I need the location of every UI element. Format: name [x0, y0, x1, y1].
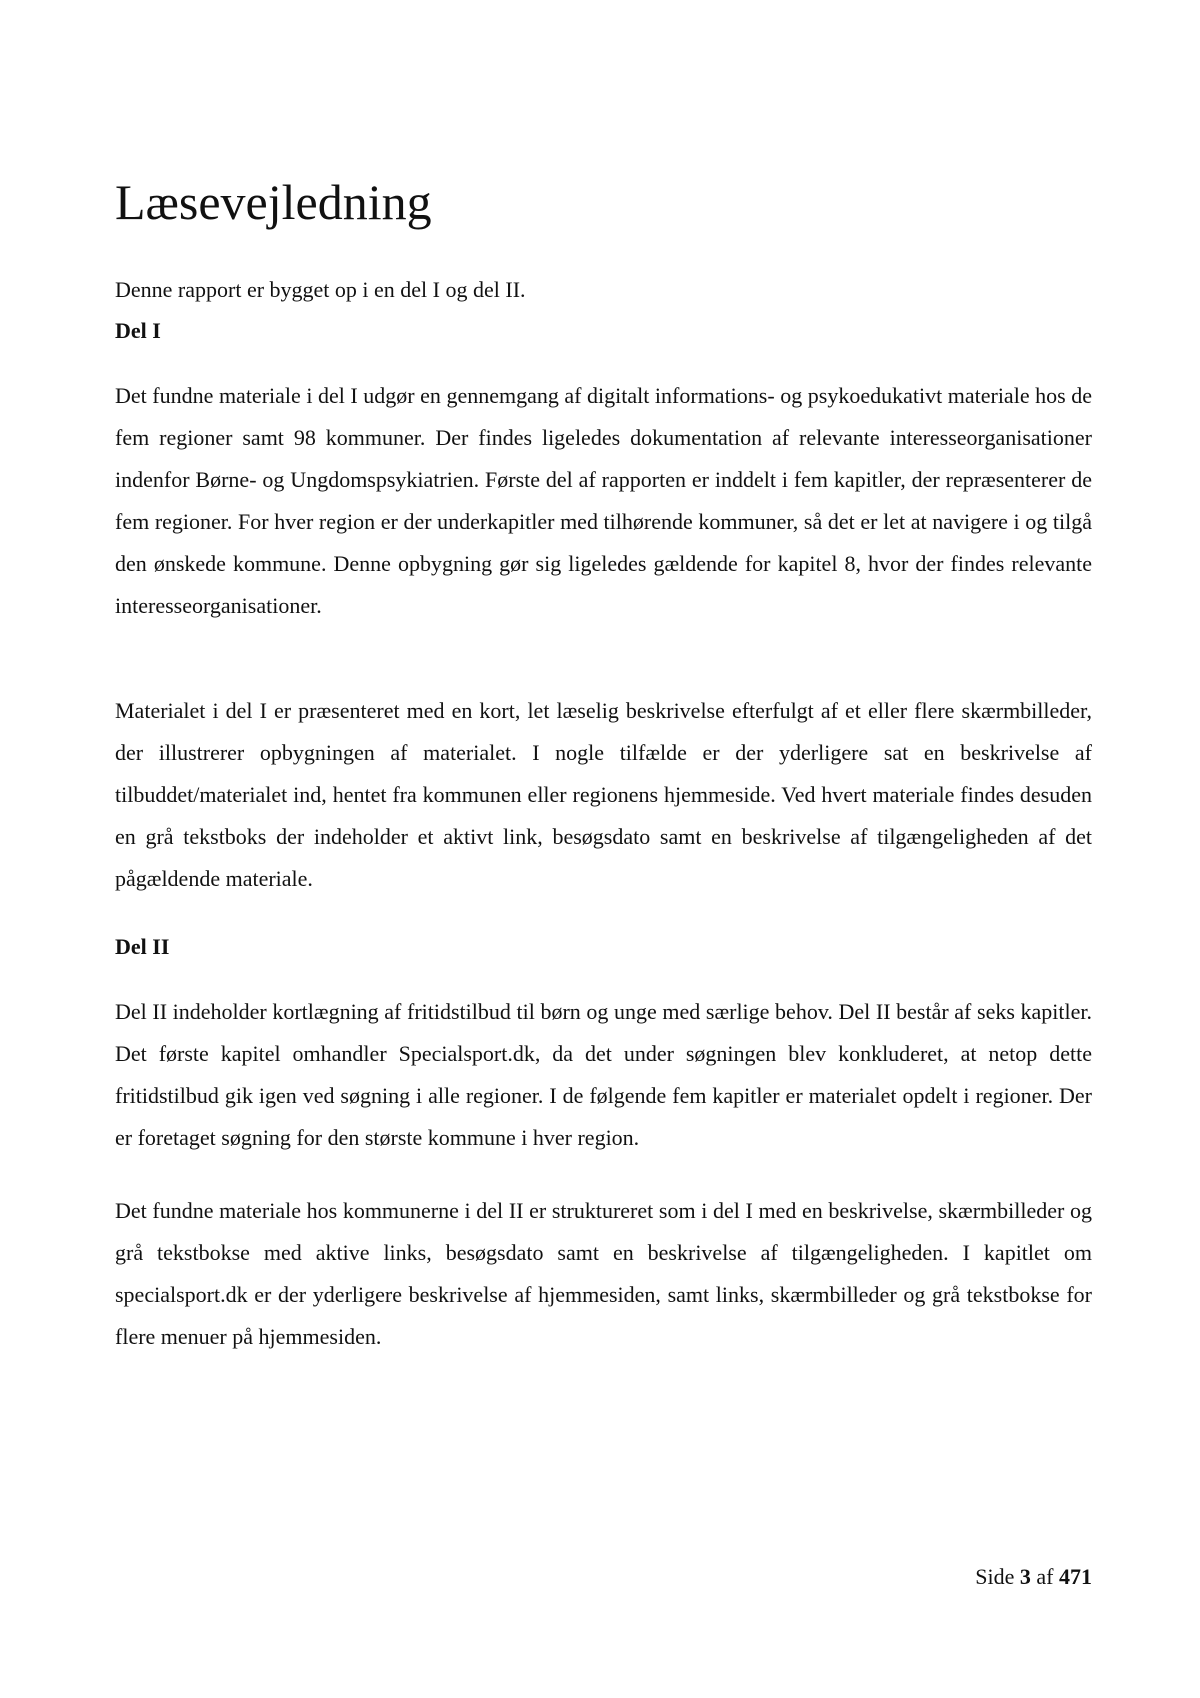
del-ii-paragraph-2: Det fundne materiale hos kommunerne i del II er struktureret som i del I med en beskrivelse, skærmbilleder og grå tekstbokse med aktive links, besøgsdato samt en beskrivelse af tilgængeligheden. I kapitlet om specialsport.dk er der yderligere beskrivelse af hjemmesiden, samt links, skærmbilleder og grå tekstbokse for flere menuer på hjemmesiden.	[115, 1198, 1092, 1349]
footer-separator: af	[1036, 1564, 1054, 1589]
del-i-paragraph-1: Det fundne materiale i del I udgør en gennemgang af digitalt informations- og psykoedukativt materiale hos de fem regioner samt 98 kommuner. Der findes ligeledes dokumentation af relevante interesseorganisationer indenfor Børne- og Ungdomspsykiatrien. Første del af rapporten er inddelt i fem kapitler, der repræsenterer de fem regioner. For hver region er der underkapitler med tilhørende kommuner, så det er let at navigere i og tilgå den ønskede kommune. Denne opbygning gør sig ligeledes gældende for kapitel 8, hvor der findes relevante interesseorganisationer.	[115, 383, 1092, 618]
document-page	[115, 0, 1092, 1698]
total-page-count: 471	[1059, 1564, 1092, 1589]
footer-prefix: Side	[975, 1564, 1015, 1589]
del-i-paragraph-2: Materialet i del I er præsenteret med en kort, let læselig beskrivelse efterfulgt af et eller flere skærmbilleder, der illustrerer opbygningen af materialet. I nogle tilfælde er der yderligere sat en beskrivelse af tilbuddet/materialet ind, hentet fra kommunen eller regionens hjemmeside. Ved hvert materiale findes desuden en grå tekstboks der indeholder et aktivt link, besøgsdato samt en beskrivelse af tilgængeligheden af det pågældende materiale.	[115, 698, 1092, 891]
page-title: Læsevejledning	[115, 174, 432, 230]
current-page-number: 3	[1019, 1564, 1031, 1589]
page-number-footer	[975, 1562, 1092, 1592]
section-heading-del-ii: Del II	[115, 934, 170, 959]
intro-paragraph: Denne rapport er bygget op i en del I og del II.	[115, 277, 526, 302]
del-ii-paragraph-1: Del II indeholder kortlægning af fritidstilbud til børn og unge med særlige behov. Del II består af seks kapitler. Det første kapitel omhandler Specialsport.dk, da det under søgningen blev konkluderet, at netop dette fritidstilbud gik igen ved søgning i alle regioner. I de følgende fem kapitler er materialet opdelt i regioner. Der er foretaget søgning for den største kommune i hver region.	[115, 999, 1092, 1150]
section-heading-del-i: Del I	[115, 318, 161, 343]
